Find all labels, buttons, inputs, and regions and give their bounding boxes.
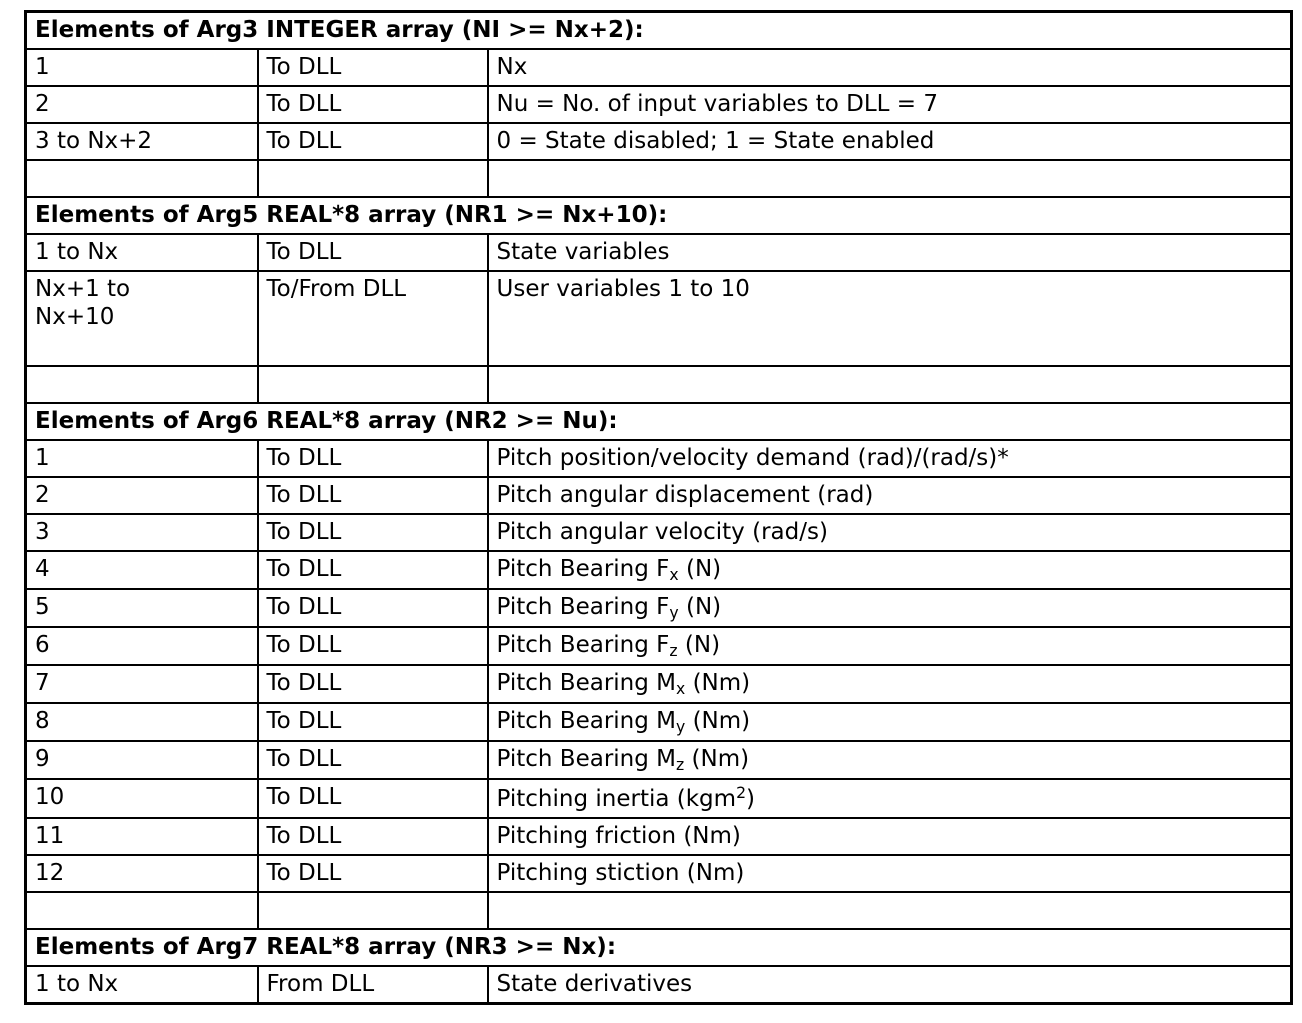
row-index: 1 — [26, 440, 258, 477]
row-direction: To DLL — [258, 665, 488, 703]
row-direction: From DLL — [258, 966, 488, 1004]
spacer-cell — [26, 366, 258, 403]
row-direction: To DLL — [258, 551, 488, 589]
row-description: Pitching friction (Nm) — [488, 818, 1292, 855]
spacer-cell — [488, 366, 1292, 403]
table-row — [26, 589, 1292, 627]
table-row — [26, 741, 1292, 779]
table-row — [26, 123, 1292, 160]
row-index: 1 to Nx — [26, 966, 258, 1004]
row-direction: To DLL — [258, 234, 488, 271]
row-index: Nx+1 to Nx+10 — [26, 271, 258, 366]
row-description: Pitching inertia (kgm$^2$) — [488, 779, 1292, 818]
row-direction: To DLL — [258, 514, 488, 551]
row-direction: To DLL — [258, 477, 488, 514]
table-row — [26, 703, 1292, 741]
row-index: 12 — [26, 855, 258, 892]
spacer-cell — [488, 892, 1292, 929]
row-index: 1 — [26, 49, 258, 86]
spacer-row — [26, 892, 1292, 929]
row-index: 5 — [26, 589, 258, 627]
row-direction: To DLL — [258, 703, 488, 741]
table-row — [26, 86, 1292, 123]
row-direction: To DLL — [258, 818, 488, 855]
row-description: 0 = State disabled; 1 = State enabled — [488, 123, 1292, 160]
spacer-cell — [488, 160, 1292, 197]
section-header: Elements of Arg5 REAL*8 array (NR1 >= Nx+10): — [26, 197, 1292, 234]
table-row — [26, 49, 1292, 86]
row-description: Pitch Bearing $M_z$ (Nm) — [488, 741, 1292, 779]
table-row — [26, 234, 1292, 271]
spacer-cell — [26, 160, 258, 197]
row-index: 9 — [26, 741, 258, 779]
row-direction: To DLL — [258, 49, 488, 86]
row-direction: To DLL — [258, 741, 488, 779]
row-direction: To/From DLL — [258, 271, 488, 366]
row-direction: To DLL — [258, 779, 488, 818]
spacer-cell — [258, 160, 488, 197]
section-header: Elements of Arg3 INTEGER array (NI >= Nx+2): — [26, 12, 1292, 50]
table-row — [26, 855, 1292, 892]
row-description: Nx — [488, 49, 1292, 86]
row-description: Pitch Bearing $F_y$ (N) — [488, 589, 1292, 627]
row-description: Pitch Bearing $M_x$ (Nm) — [488, 665, 1292, 703]
table-row — [26, 514, 1292, 551]
table-row — [26, 966, 1292, 1004]
row-description: State derivatives — [488, 966, 1292, 1004]
table-row — [26, 440, 1292, 477]
row-index: 6 — [26, 627, 258, 665]
row-description: Pitch position/velocity demand (rad)/(rad/s)* — [488, 440, 1292, 477]
row-index: 11 — [26, 818, 258, 855]
table-row — [26, 665, 1292, 703]
spacer-row — [26, 366, 1292, 403]
row-direction: To DLL — [258, 589, 488, 627]
table-row — [26, 271, 1292, 366]
section-header-row — [26, 403, 1292, 440]
table-row — [26, 477, 1292, 514]
section-header: Elements of Arg7 REAL*8 array (NR3 >= Nx): — [26, 929, 1292, 966]
spacer-cell — [258, 892, 488, 929]
spacer-row — [26, 160, 1292, 197]
row-description: Pitch angular displacement (rad) — [488, 477, 1292, 514]
row-direction: To DLL — [258, 440, 488, 477]
row-direction: To DLL — [258, 86, 488, 123]
row-direction: To DLL — [258, 627, 488, 665]
row-direction: To DLL — [258, 855, 488, 892]
row-description: Nu = No. of input variables to DLL = 7 — [488, 86, 1292, 123]
section-header-row — [26, 197, 1292, 234]
row-description: Pitch Bearing $F_z$ (N) — [488, 627, 1292, 665]
spacer-cell — [258, 366, 488, 403]
section-header-row — [26, 12, 1292, 50]
table-row — [26, 551, 1292, 589]
row-index: 8 — [26, 703, 258, 741]
row-description: Pitching stiction (Nm) — [488, 855, 1292, 892]
section-header-row — [26, 929, 1292, 966]
row-description: Pitch angular velocity (rad/s) — [488, 514, 1292, 551]
table-row — [26, 779, 1292, 818]
spacer-cell — [26, 892, 258, 929]
row-index: 7 — [26, 665, 258, 703]
row-index: 10 — [26, 779, 258, 818]
table-row — [26, 818, 1292, 855]
dll-interface-table — [24, 10, 1293, 1005]
row-index: 4 — [26, 551, 258, 589]
table-row — [26, 627, 1292, 665]
row-description: Pitch Bearing $M_y$ (Nm) — [488, 703, 1292, 741]
section-header: Elements of Arg6 REAL*8 array (NR2 >= Nu): — [26, 403, 1292, 440]
row-index: 3 to Nx+2 — [26, 123, 258, 160]
row-description: User variables 1 to 10 — [488, 271, 1292, 366]
row-index: 1 to Nx — [26, 234, 258, 271]
row-index: 2 — [26, 477, 258, 514]
row-index: 3 — [26, 514, 258, 551]
row-direction: To DLL — [258, 123, 488, 160]
row-description: State variables — [488, 234, 1292, 271]
row-index: 2 — [26, 86, 258, 123]
row-description: Pitch Bearing $F_x$ (N) — [488, 551, 1292, 589]
